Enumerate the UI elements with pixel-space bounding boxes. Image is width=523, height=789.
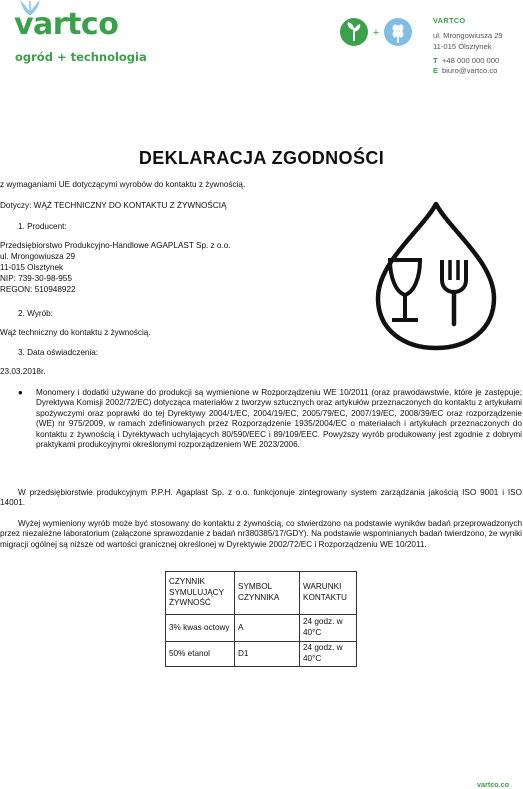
- plant-badge-icon: [340, 18, 368, 46]
- table-header-cell: WARUNKI KONTAKTU: [300, 572, 357, 615]
- subject-line: Dotyczy: WĄŻ TECHNICZNY DO KONTAKTU Z ŻYWNOŚCIĄ: [0, 201, 227, 210]
- grain-badge-icon: [384, 18, 412, 46]
- table-cell: A: [235, 615, 300, 642]
- regulation-paragraph: Monomery i dodatki używane do produkcji są wymienione w Rozporządzeniu WE 10/2011 (oraz prawodawstwie, które je zastępuje; Dyrektywa Komisji 2002/72/EC) dotycząca materiałów z tworzyw sztucznych oraz artykułów przeznaczonych do kontaktu z artykułami spożywczymi oraz poprawki do tej Dyrektywy 2004/1/EC, 2004/19/EC, 2005/79/EC, 2007/19/EC, 2008/39/EC oraz rozporządzenie (WE) nr 975/2009, w ramach zdefiniowanych przez Rozporządzenie 1935/2004/EC o materiałach i artykułach przeznaczonych do kontaktu z żywnością i Dyrektywach uchylających 80/590/EEC i 89/109/EEC. Powyższy wyrób produkowany jest zgodnie z dobrymi praktykami produkcyjnymi określonymi rozporządzeniem WE 2023/2006.: [36, 388, 522, 450]
- producer-line: Przedsiębiorstwo Produkcyjno-Handlowe AGAPLAST Sp. z o.o.: [0, 241, 231, 250]
- email-row: [433, 66, 503, 76]
- section-producer-heading: 1. Producent:: [18, 222, 67, 231]
- table-cell: 50% etanol: [166, 642, 235, 667]
- table-row: [166, 642, 357, 667]
- badge-plus: +: [372, 27, 380, 39]
- table-header-cell: CZYNNIK SYMULUJĄCY ŻYWNOŚĆ: [166, 572, 235, 615]
- usage-paragraph: Wyżej wymieniony wyrób może być stosowany do kontaktu z żywnością, co stwierdzono na podstawie wyników badań przeprowadzonych przez niezależne laboratorium (załączone sprawozdanie z badań nr380385/17/GDY). Na podstawie wspomnianych badań twierdzono, że wyniki migracji ogólnej są niższe od wartości granicznej określonej w Dyrektywie 2002/72/EC i Rozporządzeniu WE 10/2011.: [0, 519, 522, 549]
- address-line-1: ul. Mrongowiusza 29: [433, 31, 503, 41]
- quality-paragraph: W przedsiębiorstwie produkcyjnym P.P.H. Agaplast Sp. z o.o. funkcjonuje zintegrowany system zarządzania jakością ISO 9001 i ISO 14001.: [0, 488, 522, 508]
- bullet-marker: ●: [18, 388, 23, 397]
- table-cell: 24 godz. w 40°C: [300, 615, 357, 642]
- producer-line: ul. Mrongowiusza 29: [0, 252, 76, 261]
- table-row: [166, 615, 357, 642]
- declaration-date: 23.03.2018r.: [0, 367, 46, 376]
- email-label: E: [433, 66, 439, 76]
- email-address[interactable]: biuro@vartco.co: [442, 66, 498, 76]
- footer-url[interactable]: vartco.co: [477, 780, 509, 789]
- company-name: VARTCO: [433, 16, 466, 25]
- producer-line: NIP: 739-30-98-955: [0, 274, 72, 283]
- product-line: Wąż techniczny do kontaktu z żywnością.: [0, 328, 151, 337]
- address-line-2: 11-015 Olsztynek: [433, 41, 492, 51]
- logo-wordmark[interactable]: vartco: [14, 7, 119, 42]
- company-contact: [433, 16, 503, 76]
- section-product-heading: 2. Wyrób:: [18, 309, 53, 318]
- producer-line: REGON: 510948922: [0, 285, 76, 294]
- document-title: DEKLARACJA ZGODNOŚCI: [138, 148, 385, 168]
- table-header-row: [166, 572, 357, 615]
- phone-label: T: [433, 55, 438, 65]
- phone-row: [433, 56, 503, 66]
- table-cell: D1: [235, 642, 300, 667]
- table-cell: 24 godz. w 40°C: [300, 642, 357, 667]
- section-date-heading: 3. Data oświadczenia:: [18, 348, 99, 357]
- intro-line: z wymaganiami UE dotyczącymi wyrobów do kontaktu z żywnością.: [0, 180, 246, 189]
- table-cell: 3% kwas octowy: [166, 615, 235, 642]
- food-contact-glass-fork-icon: [356, 200, 516, 352]
- producer-line: 11-015 Olsztynek: [0, 263, 64, 272]
- logo-tagline: ogród + technologia: [15, 50, 147, 64]
- simulant-table: [165, 571, 357, 667]
- table-header-cell: SYMBOL CZYNNIKA: [235, 572, 300, 615]
- phone-number[interactable]: +48 000 000 000: [442, 55, 500, 65]
- certification-badges: [338, 16, 414, 50]
